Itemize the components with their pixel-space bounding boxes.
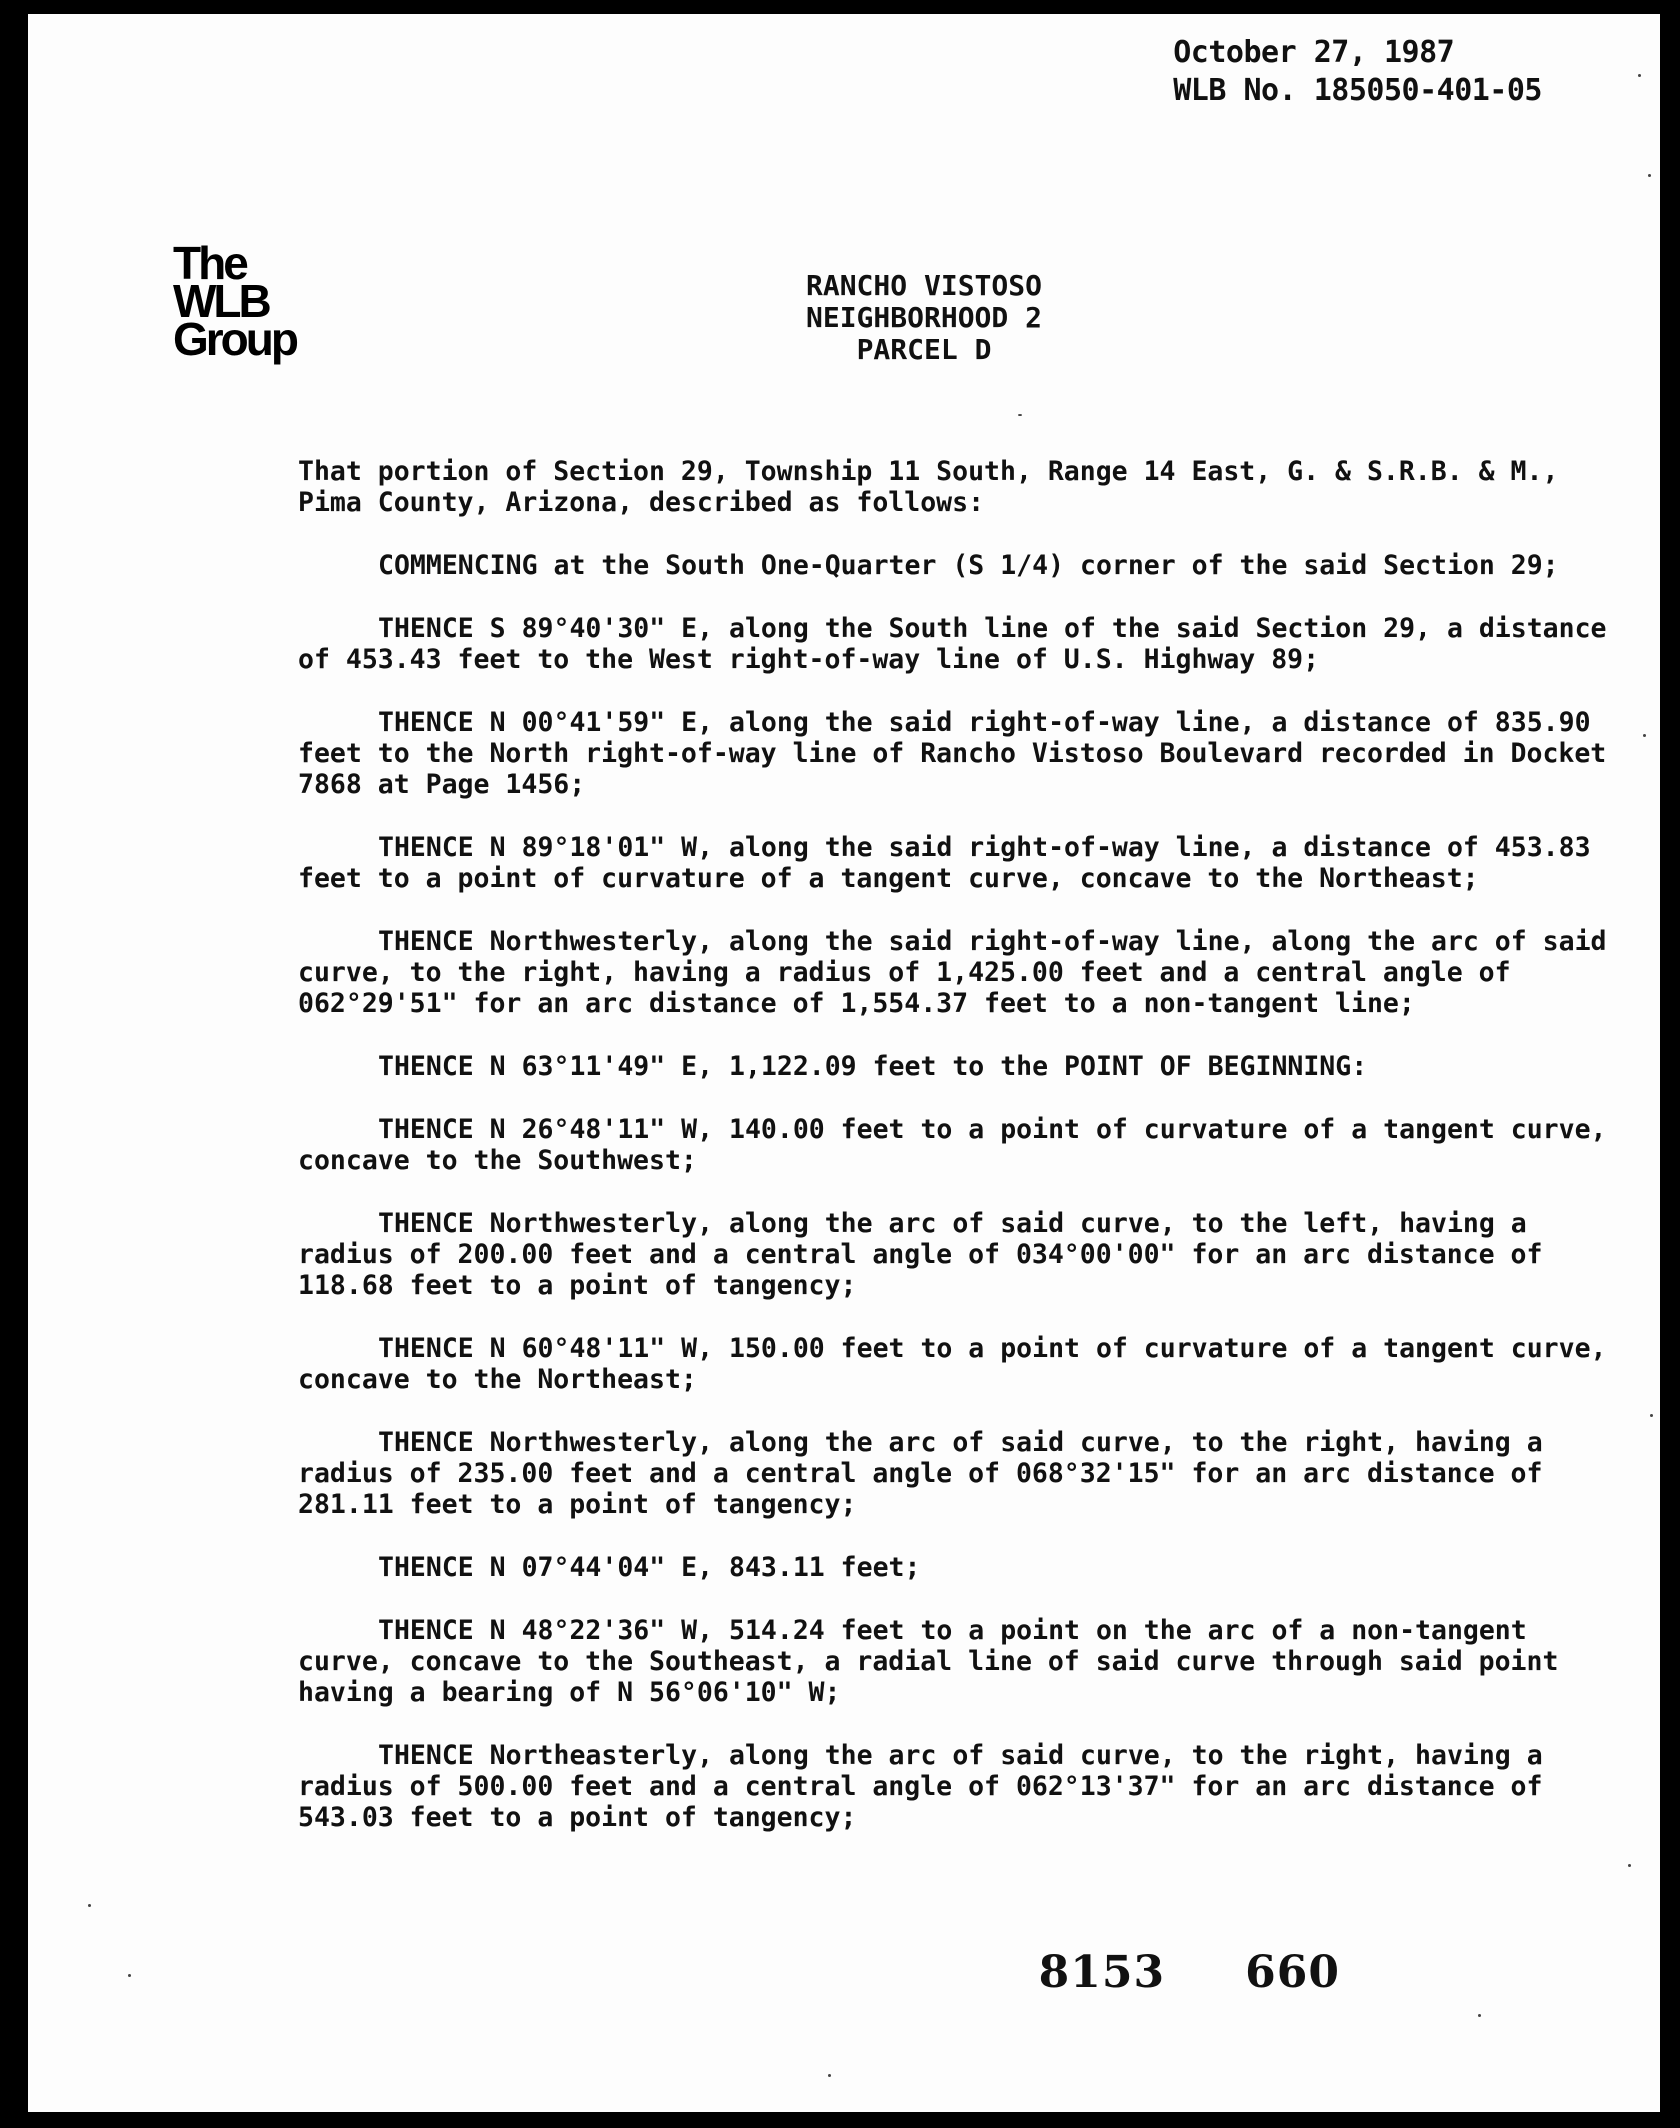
- course-paragraph-1: THENCE S 89°40'30" E, along the South line of the said Section 29, a distance of 453.43 feet to the West right-of-way line of U.S. Highway 89;: [298, 613, 1607, 675]
- intro-paragraph: That portion of Section 29, Township 11 South, Range 14 East, G. & S.R.B. & M., Pima County, Arizona, described as follows:: [298, 456, 1559, 518]
- course-paragraph-3: THENCE N 89°18'01" W, along the said right-of-way line, a distance of 453.83 feet to a point of curvature of a tangent curve, concave to the Northeast;: [298, 832, 1591, 894]
- page-number: 660: [1245, 1947, 1340, 1998]
- course-paragraph-8: THENCE N 60°48'11" W, 150.00 feet to a point of curvature of a tangent curve, concave to the Northeast;: [298, 1333, 1607, 1395]
- course-paragraph-6: THENCE N 26°48'11" W, 140.00 feet to a point of curvature of a tangent curve, concave to the Southwest;: [298, 1114, 1607, 1176]
- course-paragraph-7: THENCE Northwesterly, along the arc of said curve, to the left, having a radius of 200.00 feet and a central angle of 034°00'00" for an arc distance of 118.68 feet to a point of tangency;: [298, 1208, 1543, 1301]
- course-paragraph-10: THENCE N 07°44'04" E, 843.11 feet;: [378, 1552, 921, 1583]
- scan-speck: [1638, 74, 1641, 77]
- course-paragraph-4: THENCE Northwesterly, along the said right-of-way line, along the arc of said curve, to the right, having a radius of 1,425.00 feet and a central angle of 062°29'51" for an arc distance of 1,554.37 feet to a non-tangent line;: [298, 926, 1607, 1019]
- docket-number: 8153: [1038, 1947, 1166, 1998]
- scan-speck: [1650, 1414, 1653, 1417]
- title-line-3: PARCEL D: [856, 333, 992, 366]
- course-paragraph-2: THENCE N 00°41'59" E, along the said right-of-way line, a distance of 835.90 feet to the North right-of-way line of Rancho Vistoso Boulevard recorded in Docket 7868 at Page 1456;: [298, 707, 1607, 800]
- scan-speck: [828, 2074, 831, 2077]
- scan-speck: [1628, 1864, 1631, 1867]
- document-date: October 27, 1987: [1173, 35, 1455, 70]
- document-title: [28, 270, 1660, 366]
- logo-line-1: The: [173, 237, 246, 289]
- wlb-number: WLB No. 185050-401-05: [1173, 73, 1542, 108]
- document-page: [28, 14, 1660, 2112]
- scan-speck: [88, 1904, 91, 1907]
- scan-speck: [1018, 414, 1022, 416]
- scan-speck: [128, 1974, 131, 1977]
- title-line-1: RANCHO VISTOSO: [805, 269, 1042, 302]
- scan-speck: [1648, 174, 1651, 177]
- course-paragraph-12: THENCE Northeasterly, along the arc of said curve, to the right, having a radius of 500.00 feet and a central angle of 062°13'37" for an arc distance of 543.03 feet to a point of tangency;: [298, 1740, 1543, 1833]
- docket-page-stamp: [1039, 1947, 1340, 1998]
- course-paragraph-11: THENCE N 48°22'36" W, 514.24 feet to a point on the arc of a non-tangent curve, concave to the Southeast, a radial line of said curve through said point having a bearing of N 56°06'10" W;: [298, 1615, 1559, 1708]
- commencing-paragraph: COMMENCING at the South One-Quarter (S 1/4) corner of the said Section 29;: [378, 550, 1559, 581]
- scan-speck: [1643, 734, 1646, 737]
- course-paragraph-9: THENCE Northwesterly, along the arc of said curve, to the right, having a radius of 235.00 feet and a central angle of 068°32'15" for an arc distance of 281.11 feet to a point of tangency;: [298, 1427, 1543, 1520]
- logo-line-3: Group: [173, 313, 296, 365]
- title-line-2: NEIGHBORHOOD 2: [805, 301, 1042, 334]
- point-of-beginning-paragraph: THENCE N 63°11'49" E, 1,122.09 feet to the POINT OF BEGINNING:: [378, 1051, 1368, 1082]
- scan-speck: [1478, 2014, 1481, 2017]
- legal-description: [298, 456, 1608, 1865]
- logo-line-2: WLB: [173, 275, 269, 327]
- document-header: [1173, 34, 1542, 110]
